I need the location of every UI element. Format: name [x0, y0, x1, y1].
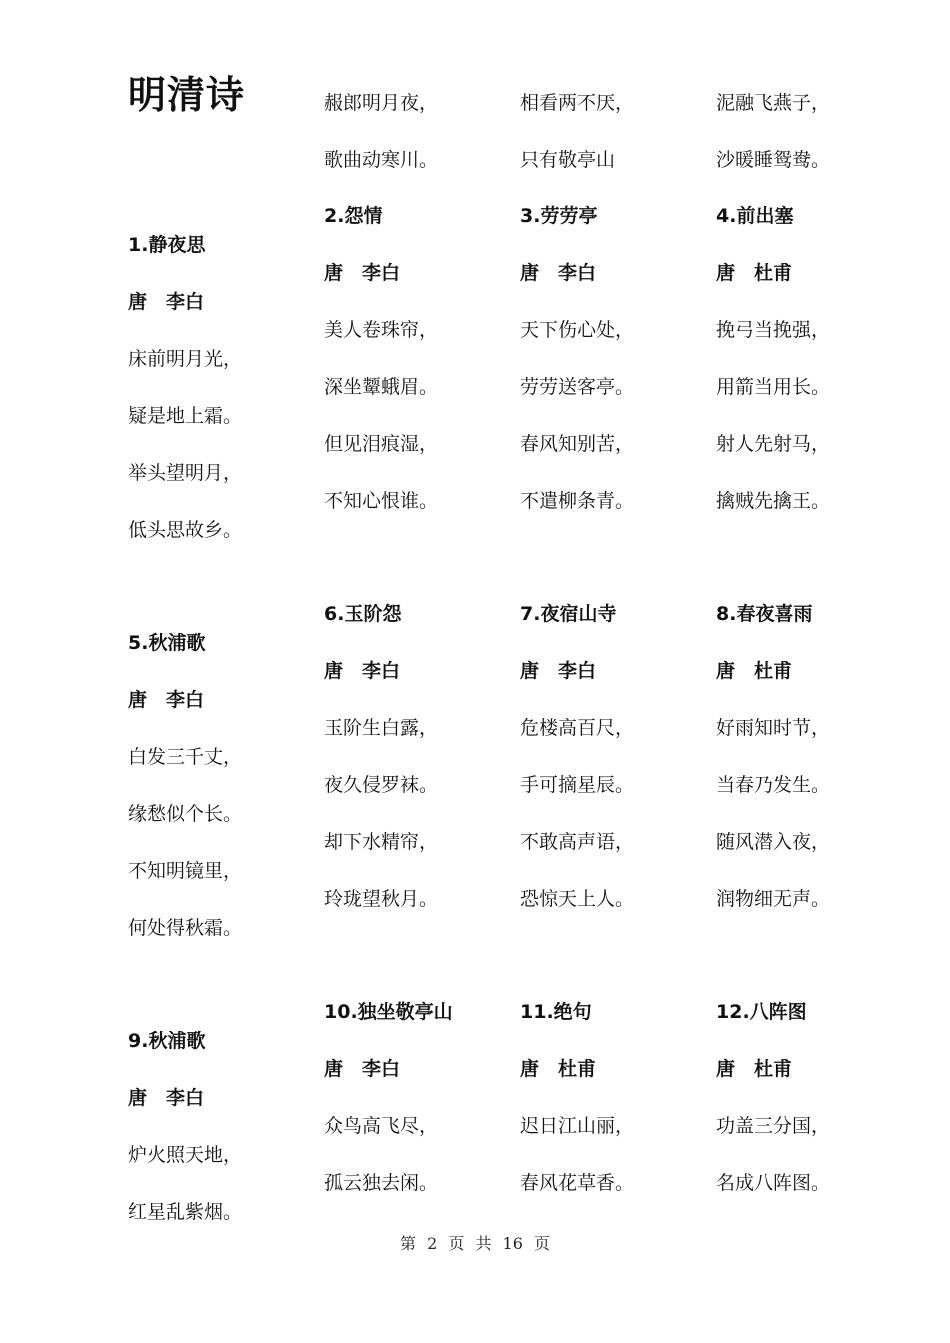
poem-line: 迟日江山丽，: [520, 1115, 635, 1137]
poem-line: 缘愁似个长。: [128, 803, 243, 825]
poem-line: 不知明镜里，: [128, 860, 243, 882]
poem-author: 唐 杜甫: [716, 262, 793, 284]
page-title: 明清诗: [128, 73, 246, 117]
poem-line: 用箭当用长。: [716, 376, 831, 398]
poem-author: 唐 李白: [520, 262, 597, 284]
poem-line: 众鸟高飞尽，: [324, 1115, 439, 1137]
poem-author: 唐 杜甫: [520, 1058, 597, 1080]
poem-line: 低头思故乡。: [128, 519, 243, 541]
poem-line: 却下水精帘，: [324, 831, 439, 853]
poem-line: 红星乱紫烟。: [128, 1201, 243, 1223]
poem-title: 8.春夜喜雨: [716, 603, 813, 625]
poem-line: 春风花草香。: [520, 1172, 635, 1194]
continued-poem-line: 泥融飞燕子，: [716, 92, 831, 114]
poem-line: 夜久侵罗袜。: [324, 774, 439, 796]
continued-poem-line: 沙暖睡鸳鸯。: [716, 149, 831, 171]
poem-line: 随风潜入夜，: [716, 831, 831, 853]
poem-line: 射人先射马，: [716, 433, 831, 455]
poem-line: 白发三千丈，: [128, 746, 243, 768]
poem-line: 举头望明月，: [128, 462, 243, 484]
poem-line: 危楼高百尺，: [520, 717, 635, 739]
poem-line: 床前明月光，: [128, 348, 243, 370]
poem-author: 唐 李白: [324, 1058, 401, 1080]
poem-title: 1.静夜思: [128, 234, 206, 256]
poem-title: 6.玉阶怨: [324, 603, 402, 625]
poem-line: 擒贼先擒王。: [716, 490, 831, 512]
poem-line: 不敢高声语，: [520, 831, 635, 853]
poem-author: 唐 李白: [128, 291, 205, 313]
poem-line: 功盖三分国，: [716, 1115, 831, 1137]
continued-poem-line: 只有敬亭山: [520, 149, 616, 171]
continued-poem-line: 相看两不厌，: [520, 92, 635, 114]
page-footer: 第 2 页 共 16 页: [400, 1234, 550, 1253]
poem-title: 10.独坐敬亭山: [324, 1001, 453, 1023]
poem-author: 唐 李白: [324, 262, 401, 284]
poem-line: 玉阶生白露，: [324, 717, 439, 739]
poem-line: 挽弓当挽强，: [716, 319, 831, 341]
poem-line: 不知心恨谁。: [324, 490, 439, 512]
poem-title: 9.秋浦歌: [128, 1030, 206, 1052]
poem-line: 好雨知时节，: [716, 717, 831, 739]
poem-line: 美人卷珠帘，: [324, 319, 439, 341]
poem-author: 唐 李白: [128, 689, 205, 711]
poem-title: 3.劳劳亭: [520, 205, 598, 227]
poem-line: 但见泪痕湿，: [324, 433, 439, 455]
poem-title: 7.夜宿山寺: [520, 603, 617, 625]
poem-title: 12.八阵图: [716, 1001, 807, 1023]
poem-title: 11.绝句: [520, 1001, 592, 1023]
poem-line: 恐惊天上人。: [520, 888, 635, 910]
poem-line: 玲珑望秋月。: [324, 888, 439, 910]
poem-line: 何处得秋霜。: [128, 917, 243, 939]
poem-author: 唐 李白: [128, 1087, 205, 1109]
poem-author: 唐 李白: [324, 660, 401, 682]
poem-author: 唐 李白: [520, 660, 597, 682]
continued-poem-line: 赧郎明月夜，: [324, 92, 439, 114]
poem-line: 春风知别苦，: [520, 433, 635, 455]
poem-line: 炉火照天地，: [128, 1144, 243, 1166]
poem-line: 孤云独去闲。: [324, 1172, 439, 1194]
poem-line: 天下伤心处，: [520, 319, 635, 341]
poem-line: 润物细无声。: [716, 888, 831, 910]
continued-poem-line: 歌曲动寒川。: [324, 149, 439, 171]
poem-author: 唐 杜甫: [716, 1058, 793, 1080]
poem-author: 唐 杜甫: [716, 660, 793, 682]
poem-line: 疑是地上霜。: [128, 405, 243, 427]
poem-line: 手可摘星辰。: [520, 774, 635, 796]
poem-title: 5.秋浦歌: [128, 632, 206, 654]
poem-title: 4.前出塞: [716, 205, 794, 227]
poem-line: 不遣柳条青。: [520, 490, 635, 512]
poem-title: 2.怨情: [324, 205, 383, 227]
poem-line: 深坐颦蛾眉。: [324, 376, 439, 398]
poem-line: 劳劳送客亭。: [520, 376, 635, 398]
poem-line: 当春乃发生。: [716, 774, 831, 796]
poem-line: 名成八阵图。: [716, 1172, 831, 1194]
